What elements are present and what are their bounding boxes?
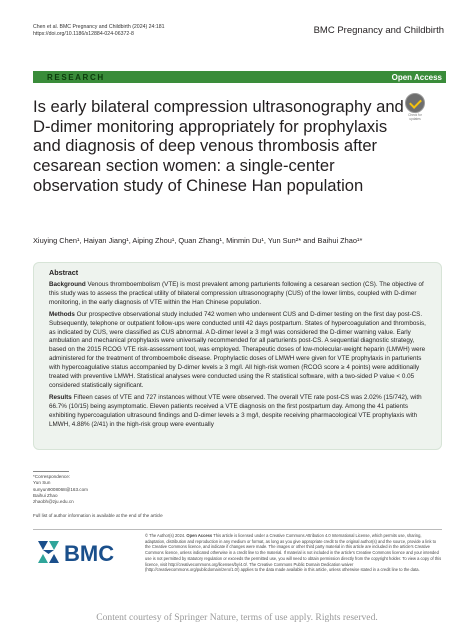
license-text: © The Author(s) 2024. Open Access This article is licensed under a Creative Commons Attribution 4.0 International License, which permits use, sharing, adaptation, distribution and reproduction in any medium or format, as long as you give appropriate credit to the original author(s) and the source, provide a link to the Creative Commons licence, and indicate if changes were made. The images or other third party material in this article are included in the article's Creative Commons licence, unless indicated otherwise in a credit line to the material. If material is not included in the article's Creative Commons licence and your intended use is not permitted by statutory regulation or exceeds the permitted use, you will need to obtain permission directly from the copyright holder. To view a copy of this licence, visit http://creativecommons.org/licenses/by/4.0/. The Creative Commons Public Domain Dedication waiver (http://creativecommons.org/publicdomain/zero/1.0/) applies to the data made available in this article, unless otherwise stated in a credit line to the data. bbox=[145, 533, 442, 573]
correspondent-name: Baihui Zhao bbox=[33, 492, 58, 498]
courtesy-footer: Content courtesy of Springer Nature, terms of use apply. Rights reserved. bbox=[96, 612, 378, 623]
correspondence-divider bbox=[33, 471, 69, 472]
abstract-results: Results Fifteen cases of VTE and 727 instances without VTE were observed. The overall VTE rate post-CS was 2.02% (15/742), with 66.7% (10/15) being asymptomatic. Eleven patients received a VTE diagnosis on the first postpartum day. Among the 41 patients exhibiting hypercoagulation ultrasound findings and D-dimer levels ≥ 3 mg/l, despite receiving pharmacological VTE prophylaxis with LMWH, 4.88% (2/41) in the high-risk group were eventually bbox=[49, 393, 422, 428]
citation-line: Chen et al. BMC Pregnancy and Childbirth (2024) 24:181 bbox=[33, 24, 165, 30]
abstract-box bbox=[33, 262, 442, 450]
abstract-text bbox=[49, 281, 431, 433]
article-type-label: RESEARCH bbox=[47, 72, 105, 82]
bmc-logo-mark bbox=[38, 541, 59, 563]
doi-link[interactable]: https://doi.org/10.1186/s12884-024-06372-8 bbox=[33, 31, 134, 37]
check-for-updates-icon[interactable] bbox=[405, 93, 425, 113]
check-for-updates-label[interactable]: Check for updates bbox=[408, 113, 422, 121]
correspondent-email[interactable]: sunyun9008068@163.com bbox=[33, 486, 88, 492]
correspondence-block bbox=[33, 471, 88, 505]
abstract-background: Background Venous thromboembolism (VTE) is most prevalent among parturients following a cesarean section (CS). The objective of this study was to assess the practical utility of bilateral compression ultrasonography (CUS) of the lower limbs, coupled with D-dimer monitoring, in the early diagnosis of VTE within the Han Chinese population. bbox=[49, 281, 424, 306]
article-title: Is early bilateral compression ultrasonography and D-dimer monitoring appropriately for prophylaxis and diagnosis of deep venous thrombosis after cesarean section women: a single-center observation study of Chinese Han population bbox=[33, 97, 404, 195]
open-access-label: Open Access bbox=[391, 72, 442, 82]
bmc-logo bbox=[36, 537, 136, 567]
affiliation-note: Full list of author information is available at the end of the article bbox=[33, 513, 163, 518]
author-list: Xiuying Chen¹, Haiyan Jiang¹, Aiping Zhou¹, Quan Zhang¹, Minmin Du¹, Yun Sun²* and Baihui Zhao¹* bbox=[33, 236, 363, 245]
bmc-logo-text: BMC bbox=[64, 541, 115, 566]
article-type-band bbox=[33, 71, 446, 83]
journal-name: BMC Pregnancy and Childbirth bbox=[313, 25, 444, 36]
correspondent-name: Yun Sun bbox=[33, 480, 51, 486]
footer-divider bbox=[33, 529, 442, 530]
correspondence-heading: *Correspondence: bbox=[33, 474, 71, 479]
abstract-heading: Abstract bbox=[49, 268, 79, 277]
abstract-methods: Methods Our prospective observational study included 742 women who underwent CUS and D-dimer testing on the first day post-CS. Subsequently, telephone or outpatient follow-ups were conducted until 42 days postpartum. States of hypercoagulation and thrombosis, as indicated by CUS, were classified as CUS abnormal. A D-dimer level ≥ 3 mg/l was considered the D-dimer warning value. Early ambulation and mechanical prophylaxis were universally recommended for all parturients post-CS. A sequential diagnostic strategy, based on the 2015 RCOG VTE risk-assessment tool, was employed. Therapeutic doses of low-molecular-weight heparin (LMWH) were administered for the treatment of thromboembolic disease. Prophylactic doses of LMWH were given for VTE prophylaxis in parturients with hypercoagulative status accompanied by D-dimer levels ≥ 3 mg/l. All high-risk women (RCOG score ≥ 4 points) were additionally treated with preventive LMWH. Statistical analyses were conducted using the R statistical software, with a two-sided P value < 0.05 considered statistically significant. bbox=[49, 310, 426, 389]
citation-header bbox=[33, 24, 165, 38]
correspondent-email[interactable]: zhaobh@zju.edu.cn bbox=[33, 499, 74, 505]
